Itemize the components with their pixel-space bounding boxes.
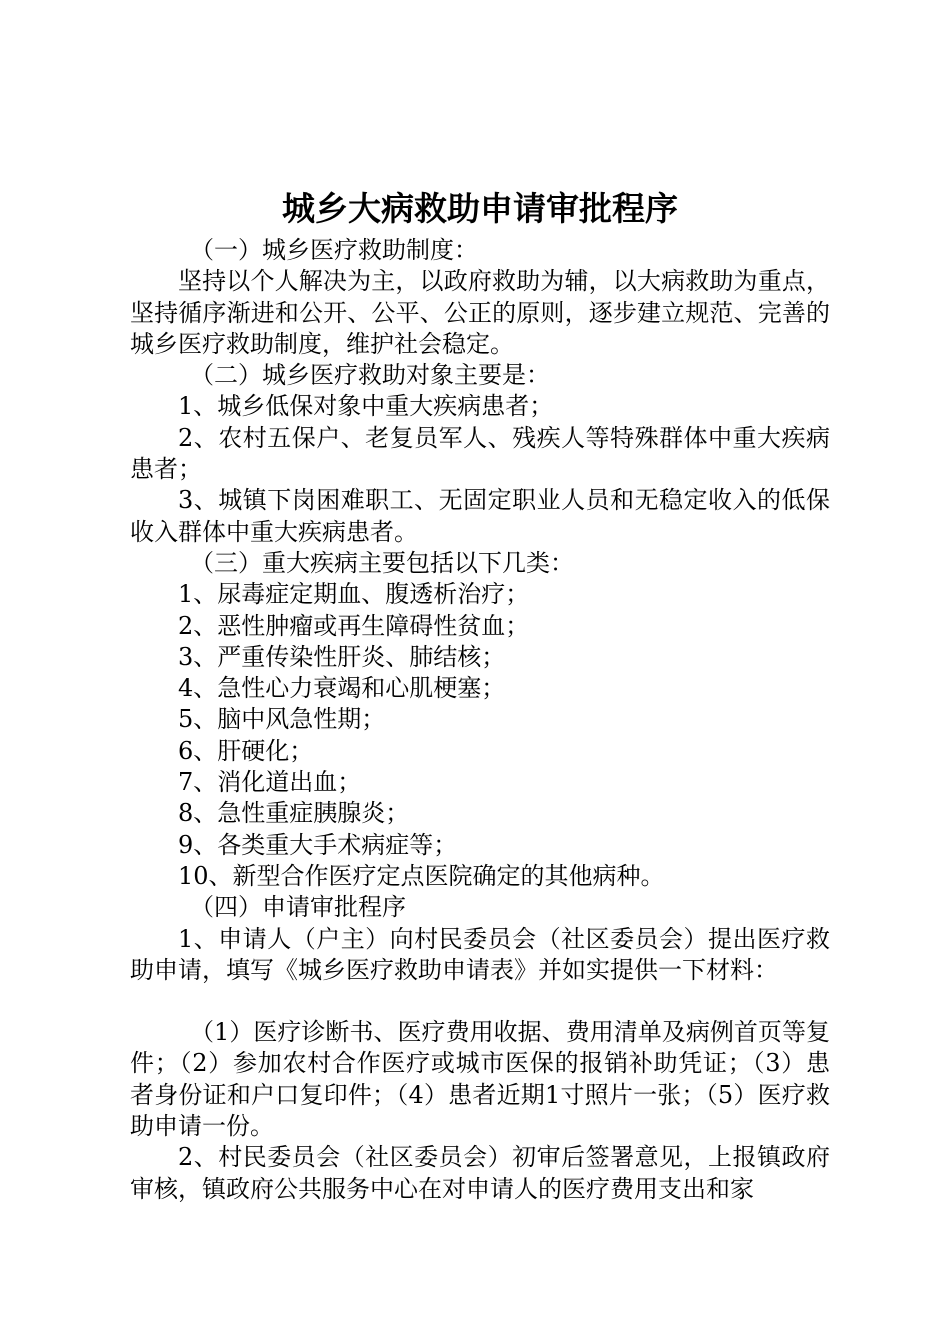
list-item: 3、严重传染性肝炎、肺结核； (178, 642, 506, 671)
section-heading-4: （四）申请审批程序 (190, 893, 406, 922)
list-item: 1、城乡低保对象中重大疾病患者； (178, 392, 554, 421)
procedure-step-1: 1、申请人（户主）向村民委员会（社区委员会）提出医疗救助申请，填写《城乡医疗救助申请表》并如实提供一下材料： (130, 924, 830, 984)
procedure-step-2: 2、村民委员会（社区委员会）初审后签署意见，上报镇政府审核，镇政府公共服务中心在对申请人的医疗费用支出和家 (130, 1143, 830, 1203)
list-item: 8、急性重症胰腺炎； (178, 799, 410, 828)
section-heading-2: （二）城乡医疗救助对象主要是： (190, 361, 550, 390)
list-item: 3、城镇下岗困难职工、无固定职业人员和无稳定收入的低保收入群体中重大疾病患者。 (130, 486, 830, 546)
list-item: 6、肝硬化； (178, 736, 314, 765)
list-item: 1、尿毒症定期血、腹透析治疗； (178, 580, 530, 609)
list-item: 9、各类重大手术病症等； (178, 830, 458, 859)
document-title: 城乡大病救助申请审批程序 (282, 189, 678, 228)
materials-list: （1）医疗诊断书、医疗费用收据、费用清单及病例首页等复件；（2）参加农村合作医疗或城市医保的报销补助凭证；（3）患者身份证和户口复印件；（4）患者近期1寸照片一张；（5）医疗救助申请一份。 (130, 1018, 830, 1141)
list-item: 5、脑中风急性期； (178, 705, 386, 734)
list-item: 4、急性心力衰竭和心肌梗塞； (178, 674, 506, 703)
document-page (130, 185, 830, 1205)
paragraph-policy: 坚持以个人解决为主，以政府救助为辅，以大病救助为重点，坚持循序渐进和公开、公平、公正的原则，逐步建立规范、完善的城乡医疗救助制度，维护社会稳定。 (130, 267, 830, 358)
list-item: 7、消化道出血； (178, 768, 362, 797)
section-heading-1: （一）城乡医疗救助制度： (190, 236, 478, 264)
list-item: 10、新型合作医疗定点医院确定的其他病种。 (178, 861, 665, 890)
list-item: 2、恶性肿瘤或再生障碍性贫血； (178, 611, 530, 640)
list-item: 2、农村五保户、老复员军人、残疾人等特殊群体中重大疾病患者； (130, 423, 830, 484)
section-heading-3: （三）重大疾病主要包括以下几类： (190, 548, 574, 577)
